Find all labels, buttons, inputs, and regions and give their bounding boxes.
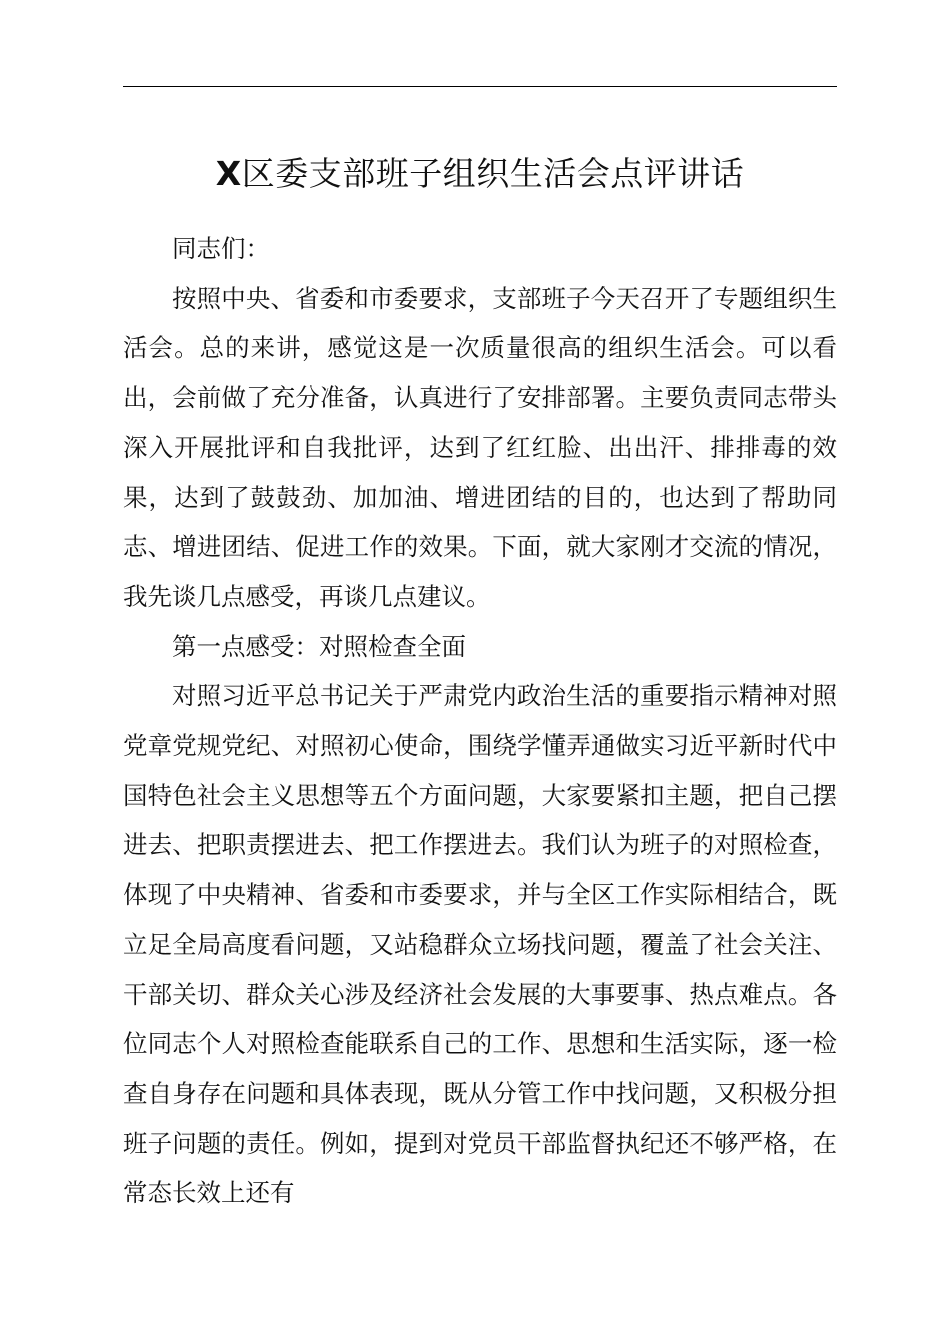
salutation: 同志们： xyxy=(172,234,270,263)
document-title xyxy=(123,148,837,200)
title-text: 区委支部班子组织生活会点评讲话 xyxy=(241,154,745,193)
header-rule xyxy=(123,86,837,87)
document-body xyxy=(123,224,837,1218)
title-mark: X xyxy=(215,154,242,193)
paragraph-opening: 按照中央、省委和市委要求，支部班子今天召开了专题组织生活会。总的来讲，感觉这是一次质量很高的组织生活会。可以看出，会前做了充分准备，认真进行了安排部署。主要负责同志带头深入开展批评和自我批评，达到了红红脸、出出汗、排排毒的效果，达到了鼓鼓劲、加加油、增进团结的目的，也达到了帮助同志、增进团结、促进工作的效果。下面，就大家刚才交流的情况，我先谈几点感受，再谈几点建议。 xyxy=(123,283,837,611)
paragraph-body: 对照习近平总书记关于严肃党内政治生活的重要指示精神对照党章党规党纪、对照初心使命，围绕学懂弄通做实习近平新时代中国特色社会主义思想等五个方面问题，大家要紧扣主题，把自己摆进去、把职责摆进去、把工作摆进去。我们认为班子的对照检查，体现了中央精神、省委和市委要求，并与全区工作实际相结合，既立足全局高度看问题，又站稳群众立场找问题，覆盖了社会关注、干部关切、群众关心涉及经济社会发展的大事要事、热点难点。各位同志个人对照检查能联系自己的工作、思想和生活实际，逐一检查自身存在问题和具体表现，既从分管工作中找问题，又积极分担班子问题的责任。例如，提到对党员干部监督执纪还不够严格，在常态长效上还有 xyxy=(123,681,837,1208)
section-heading: 第一点感受：对照检查全面 xyxy=(172,631,466,661)
